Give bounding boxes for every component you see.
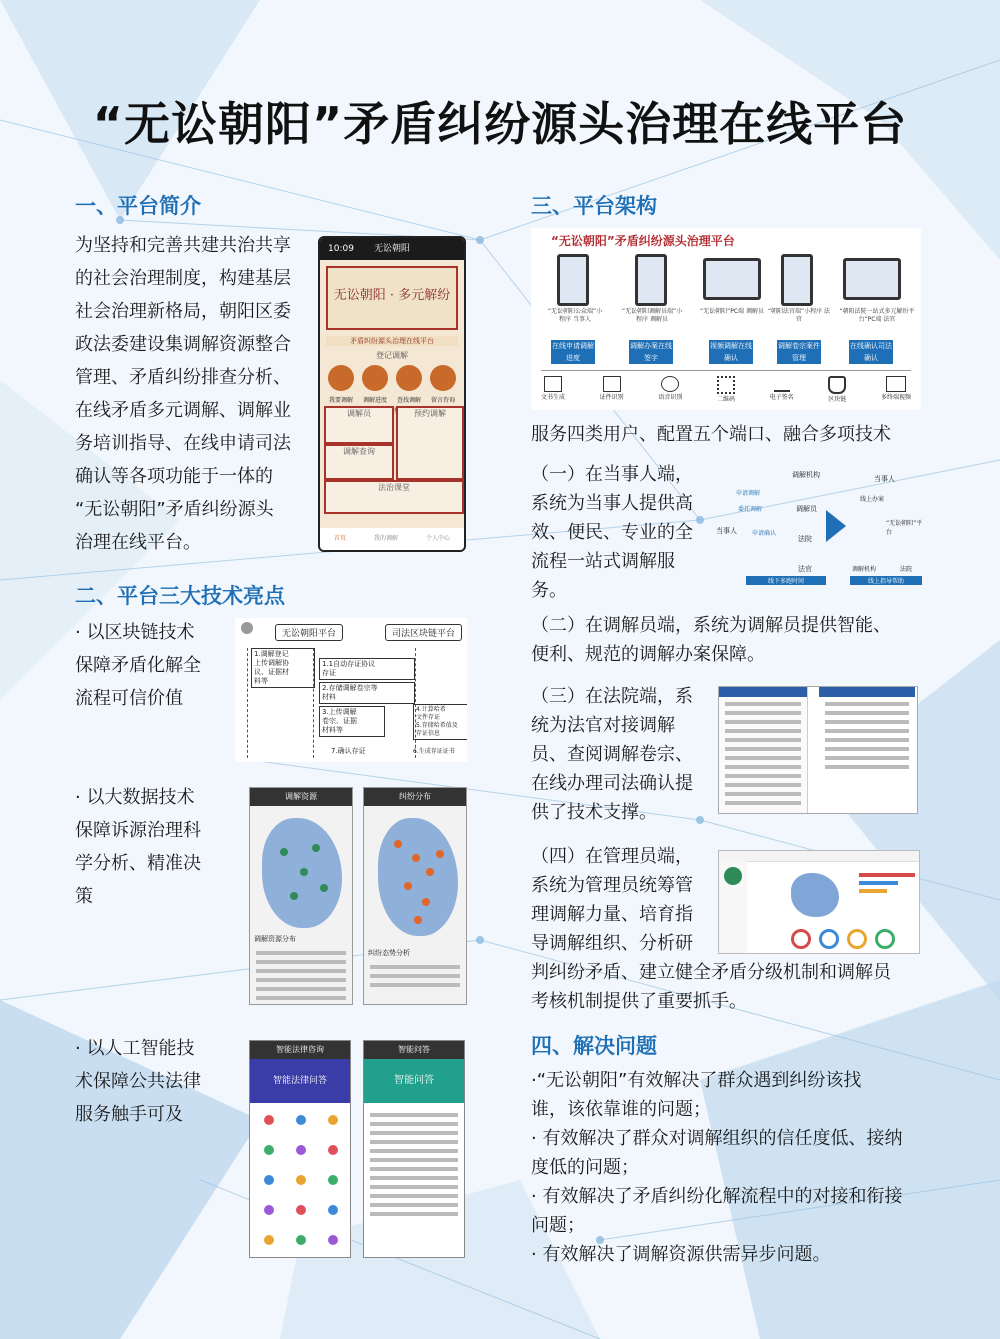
party-label: 申请调解 — [736, 490, 761, 497]
map-phone-left — [249, 787, 353, 1005]
phone-device-icon — [557, 254, 589, 306]
intro-line: “无讼朝阳”矛盾纠纷源头 — [75, 499, 274, 520]
admin-text — [531, 842, 716, 958]
laptop-icon — [843, 258, 901, 300]
court-panel-right — [819, 687, 915, 814]
intro-phone-screenshot — [318, 236, 466, 552]
problem-line: 度低的问题； — [531, 1157, 639, 1178]
party-label: 法院 — [798, 535, 812, 543]
flow-text: 4.计算哈希 — [416, 706, 446, 713]
phone-icon-item[interactable] — [394, 363, 424, 404]
party-line: 系统为当事人提供高 — [531, 493, 693, 514]
microphone-icon — [661, 376, 679, 392]
phone-notice: 矛盾纠纷源头治理在线平台 — [326, 336, 458, 346]
map-marker[interactable] — [320, 884, 328, 892]
tech-icon-item — [658, 376, 682, 403]
flow-text: 1.1自动存证协议 — [322, 660, 376, 668]
stat-bar — [859, 881, 898, 885]
flow-text: 材料 — [322, 693, 336, 701]
tech-line: 术保障公共法律 — [75, 1071, 201, 1092]
phone-tabbar — [320, 528, 464, 550]
mediator-line: 便利、规范的调解办案保障。 — [531, 644, 765, 665]
architecture-diagram — [531, 228, 921, 410]
feature-icon[interactable] — [296, 1205, 306, 1215]
feature-icon[interactable] — [328, 1145, 338, 1155]
tech-line: 流程可信价值 — [75, 688, 183, 709]
flow-text: 上传调解协 — [254, 659, 289, 667]
party-line: 务。 — [531, 580, 567, 601]
flow-text: 议、证据材 — [254, 668, 289, 676]
phone-icon-label: 调解进度 — [362, 397, 387, 404]
admin-line: 理调解力量、培育指 — [531, 904, 693, 925]
party-label: 当事人 — [716, 527, 737, 535]
flow-right-header: 司法区块链平台 — [385, 624, 462, 641]
flow-left-header: 无讼朝阳平台 — [275, 624, 343, 641]
map-marker[interactable] — [300, 868, 308, 876]
feature-icon[interactable] — [328, 1175, 338, 1185]
phone-device-icon — [781, 254, 813, 306]
arch-diagram-title: “无讼朝阳”矛盾纠纷源头治理平台 — [551, 234, 735, 248]
party-text — [531, 460, 716, 605]
party-line: （一）在当事人端， — [531, 464, 693, 485]
tech-line: 服务触手可及 — [75, 1104, 183, 1125]
port-label: “无讼朝阳”PC端 调解员 — [700, 308, 764, 315]
problem-line: 问题； — [531, 1215, 585, 1236]
admin-text-wide — [531, 958, 951, 1016]
flow-step-box — [251, 648, 315, 688]
admin-line: 考核机制提供了重要抓手。 — [531, 991, 747, 1012]
phone-status-bar — [320, 238, 464, 260]
party-label: 调解员 — [796, 505, 817, 513]
phone-time: 10:09 — [328, 244, 354, 254]
function-chip: 在线确认司法确认 — [850, 342, 892, 362]
ai-list — [364, 1113, 464, 1216]
tech-icon-item — [717, 376, 735, 403]
port-label: “无讼朝阳调解员端”小程序 调解员 — [621, 308, 683, 323]
admin-dashboard-screenshot — [718, 850, 920, 954]
laptop-icon — [703, 258, 761, 300]
problems-heading: 四、解决问题 — [531, 1034, 657, 1058]
phone-section-title: 登记调解 — [376, 351, 408, 360]
tech-icon-item — [541, 376, 565, 403]
party-label: 调解机构 — [792, 471, 820, 479]
signature-icon — [774, 376, 790, 392]
party-label: 调解机构 — [852, 566, 877, 573]
party-line: 流程一站式调解服 — [531, 551, 675, 572]
intro-line: 务培训指导、在线申请司法 — [75, 433, 291, 454]
map-marker[interactable] — [412, 854, 420, 862]
divider — [541, 370, 911, 371]
avatar — [724, 867, 742, 885]
ai-phone-right — [363, 1040, 465, 1258]
problem-line: · 有效解决了矛盾纠纷化解流程中的对接和衔接 — [531, 1186, 903, 1207]
phone-tile[interactable]: 调解员 — [324, 406, 394, 444]
message-icon — [430, 365, 456, 391]
court-line: 统为法官对接调解 — [531, 715, 675, 736]
port-label: “朝阳法院一站式多元解纷平台”PC端 法官 — [839, 308, 915, 323]
flow-text: 2.存储调解卷宗等 — [322, 684, 378, 692]
panel-list — [819, 702, 915, 769]
party-label: “无讼朝阳”平台 — [886, 520, 923, 536]
function-chip: 调解办案在线签字 — [630, 342, 672, 362]
tech-line: 学分析、精准决 — [75, 853, 201, 874]
admin-line: 导调解组织、分析研 — [531, 933, 693, 954]
party-label: 线上指导帮助 — [850, 576, 922, 585]
flow-step-box — [319, 706, 385, 737]
progress-icon — [362, 365, 388, 391]
search-icon — [396, 365, 422, 391]
tech-icon-label: 多终端视频 — [880, 394, 911, 401]
party-label: 申请确认 — [752, 530, 777, 537]
feature-icon[interactable] — [264, 1145, 274, 1155]
feature-icon[interactable] — [296, 1145, 306, 1155]
party-label: 法官 — [798, 565, 812, 573]
phone-icon-label: 我要调解 — [328, 397, 353, 404]
map-title: 纠纷分布 — [364, 788, 466, 806]
flow-text: 料等 — [254, 677, 268, 685]
intro-line: 治理在线平台。 — [75, 532, 201, 553]
flow-text: 3.上传调解 — [322, 708, 357, 716]
tech-icon-item — [770, 376, 794, 403]
map-marker[interactable] — [394, 840, 402, 848]
map-list — [364, 960, 466, 992]
flow-text: 存证 — [322, 669, 336, 677]
tab-profile[interactable]: 个人中心 — [425, 535, 450, 542]
feature-icon[interactable] — [264, 1175, 274, 1185]
ai-phone-left — [249, 1040, 351, 1258]
party-label: 当事人 — [874, 475, 895, 483]
intro-line: 为坚持和完善共建共治共享 — [75, 235, 291, 256]
tech-line: · 以大数据技术 — [75, 787, 195, 808]
mediator-text — [531, 611, 951, 669]
ai-title: 智能法律咨询 — [250, 1041, 350, 1059]
intro-line: 在线矛盾多元调解、调解业 — [75, 400, 291, 421]
map-caption: 纠纷态势分析 — [368, 949, 410, 957]
feature-icon[interactable] — [296, 1115, 306, 1125]
district-map — [791, 873, 839, 917]
arrow-right-icon — [826, 510, 846, 542]
flow-text: 材料等 — [322, 726, 343, 734]
problem-line: 谁，该依靠谁的问题； — [531, 1099, 711, 1120]
page-title: “无讼朝阳”矛盾纠纷源头治理在线平台 — [92, 97, 908, 151]
function-chip: 在线申请调解进度 — [552, 342, 594, 362]
tech-item-bigdata — [75, 781, 245, 913]
map-marker[interactable] — [422, 898, 430, 906]
party-label: 线上办案 — [860, 496, 885, 503]
phone-tile[interactable]: 调解查询 — [324, 444, 394, 480]
map-marker[interactable] — [414, 916, 422, 924]
feature-icon[interactable] — [296, 1175, 306, 1185]
feature-icon[interactable] — [264, 1205, 274, 1215]
party-label: 法院 — [900, 566, 913, 573]
map-marker[interactable] — [280, 848, 288, 856]
phone-icon-row — [324, 363, 460, 404]
problem-line: · 有效解决了调解资源供需异步问题。 — [531, 1244, 831, 1265]
court-text — [531, 682, 711, 827]
court-panel-left — [719, 687, 808, 814]
phone-icon-item[interactable] — [428, 363, 458, 404]
map-list — [250, 946, 352, 1005]
user-icon — [241, 622, 253, 634]
admin-line: 判纠纷矛盾、建立健全矛盾分级机制和调解员 — [531, 962, 891, 983]
tech-item-blockchain — [75, 616, 245, 715]
phone-device-icon — [635, 254, 667, 306]
flow-text: 5.存储哈希值及 — [416, 722, 458, 729]
tech-icon-label: 文书生成 — [541, 394, 566, 401]
map-marker[interactable] — [312, 844, 320, 852]
party-label: 委托调解 — [738, 506, 763, 513]
arch-summary: 服务四类用户、配置五个端口、融合多项技术 — [531, 424, 891, 445]
phone-app-title: 无讼朝阳 — [373, 244, 410, 254]
video-icon — [886, 376, 906, 392]
court-line: （三）在法院端，系 — [531, 686, 693, 707]
tech-line: 保障矛盾化解全 — [75, 655, 201, 676]
dashboard-sidebar — [719, 861, 747, 954]
ai-banner: 智能问答 — [364, 1059, 464, 1103]
flow-text: 文件存证 — [416, 714, 441, 721]
donut-chart-icon — [819, 929, 839, 949]
tech-item-ai — [75, 1032, 245, 1131]
party-flow-diagram — [716, 466, 926, 590]
mediate-icon — [328, 365, 354, 391]
id-card-icon — [603, 376, 621, 392]
tech-icon-item — [881, 376, 911, 403]
tech-icon-item — [828, 376, 846, 403]
map-caption: 调解资源分布 — [254, 935, 296, 943]
ai-banner: 智能法律问答 — [250, 1059, 350, 1103]
intro-line: 的社会治理制度，构建基层 — [75, 268, 291, 289]
function-chip: 视频调解在线确认 — [710, 342, 752, 362]
tech-icon-label: 电子签名 — [769, 394, 794, 401]
tab-home[interactable]: 首页 — [333, 535, 346, 542]
intro-line: 政法委建设集调解资源整合 — [75, 334, 291, 355]
flow-step-box — [413, 704, 467, 740]
flow-lifeline — [415, 648, 417, 758]
map-marker[interactable] — [426, 868, 434, 876]
tech-line: · 以人工智能技 — [75, 1038, 195, 1059]
donut-chart-icon — [847, 929, 867, 949]
tech-heading: 二、平台三大技术亮点 — [75, 584, 285, 608]
document-icon — [544, 376, 562, 392]
map-marker[interactable] — [404, 882, 412, 890]
dashboard-header — [719, 851, 919, 862]
party-label: 线下多跑时间 — [746, 576, 826, 585]
panel-header — [719, 687, 807, 697]
phone-icon-item[interactable] — [326, 363, 356, 404]
feature-icon[interactable] — [328, 1235, 338, 1245]
court-line: 在线办理司法确认提 — [531, 773, 693, 794]
donut-chart-icon — [791, 929, 811, 949]
tech-icon-label: 区块链 — [828, 396, 847, 403]
blockchain-flow-diagram — [235, 618, 467, 762]
flow-step-box — [319, 658, 415, 680]
flow-text: 卷宗、证据 — [322, 717, 357, 725]
feature-icon[interactable] — [264, 1115, 274, 1125]
tech-line: 保障诉源治理科 — [75, 820, 201, 841]
tech-icon-label: 证件识别 — [599, 394, 624, 401]
feature-icon[interactable] — [328, 1115, 338, 1125]
intro-text — [75, 229, 315, 559]
phone-tile[interactable]: 法治课堂 — [324, 480, 464, 514]
feature-icon[interactable] — [264, 1235, 274, 1245]
flow-text: 7.确认存证 — [331, 747, 366, 755]
map-phone-right — [363, 787, 467, 1005]
flow-text: 1.调解登记 — [254, 650, 289, 658]
court-screenshot — [718, 686, 918, 814]
port-label: “朝阳法官端”小程序 法官 — [767, 308, 831, 323]
tech-icon-label: 语音识别 — [658, 394, 683, 401]
phone-icon-item[interactable] — [360, 363, 390, 404]
ai-title: 智能问答 — [364, 1041, 464, 1059]
dashboard-stats — [859, 869, 915, 899]
panel-list — [719, 702, 807, 805]
admin-line: 系统为管理员统筹管 — [531, 875, 693, 896]
tech-line: 策 — [75, 886, 93, 907]
panel-header — [819, 687, 915, 697]
qrcode-icon — [717, 376, 735, 394]
phone-icon-label: 查找调解 — [396, 397, 421, 404]
feature-icon[interactable] — [328, 1205, 338, 1215]
shield-icon — [828, 376, 846, 394]
phone-tile[interactable]: 预约调解 — [396, 406, 464, 480]
tech-line: · 以区块链技术 — [75, 622, 195, 643]
feature-icon[interactable] — [296, 1235, 306, 1245]
flow-text: 存证信息 — [416, 730, 441, 737]
court-line: 员、查阅调解卷宗、 — [531, 744, 693, 765]
stat-bar — [859, 873, 915, 877]
intro-line: 社会治理新格局，朝阳区委 — [75, 301, 291, 322]
problem-line: ·“无讼朝阳”有效解决了群众遇到纠纷该找 — [531, 1070, 862, 1091]
flow-step-box — [319, 682, 415, 704]
tech-icon-item — [600, 376, 624, 403]
tech-icon-label: 二维码 — [716, 396, 735, 403]
admin-line: （四）在管理员端， — [531, 846, 693, 867]
phone-banner: 无讼朝阳 · 多元解纷 — [326, 266, 458, 330]
phone-icon-label: 留言咨询 — [430, 397, 455, 404]
map-title: 调解资源 — [250, 788, 352, 806]
flow-text: 6.生成存证证书 — [413, 748, 455, 755]
map-marker[interactable] — [290, 892, 298, 900]
court-line: 供了技术支撑。 — [531, 802, 657, 823]
intro-heading: 一、平台简介 — [75, 194, 201, 218]
flow-lifeline — [247, 648, 249, 758]
arch-heading: 三、平台架构 — [531, 194, 657, 218]
map-marker[interactable] — [436, 850, 444, 858]
stat-bar — [859, 889, 887, 893]
party-line: 效、便民、专业的全 — [531, 522, 693, 543]
function-chip: 调解卷宗案件管理 — [778, 342, 820, 362]
tab-my-mediation[interactable]: 我的调解 — [373, 535, 398, 542]
mediator-line: （二）在调解员端，系统为调解员提供智能、 — [531, 615, 891, 636]
intro-line: 管理、矛盾纠纷排查分析、 — [75, 367, 291, 388]
donut-chart-icon — [875, 929, 895, 949]
problems-text — [531, 1066, 951, 1269]
problem-line: · 有效解决了群众对调解组织的信任度低、接纳 — [531, 1128, 903, 1149]
port-label: “无讼朝阳公众端”小程序 当事人 — [547, 308, 603, 323]
tech-icon-row — [541, 376, 911, 403]
intro-line: 确认等各项功能于一体的 — [75, 466, 273, 487]
